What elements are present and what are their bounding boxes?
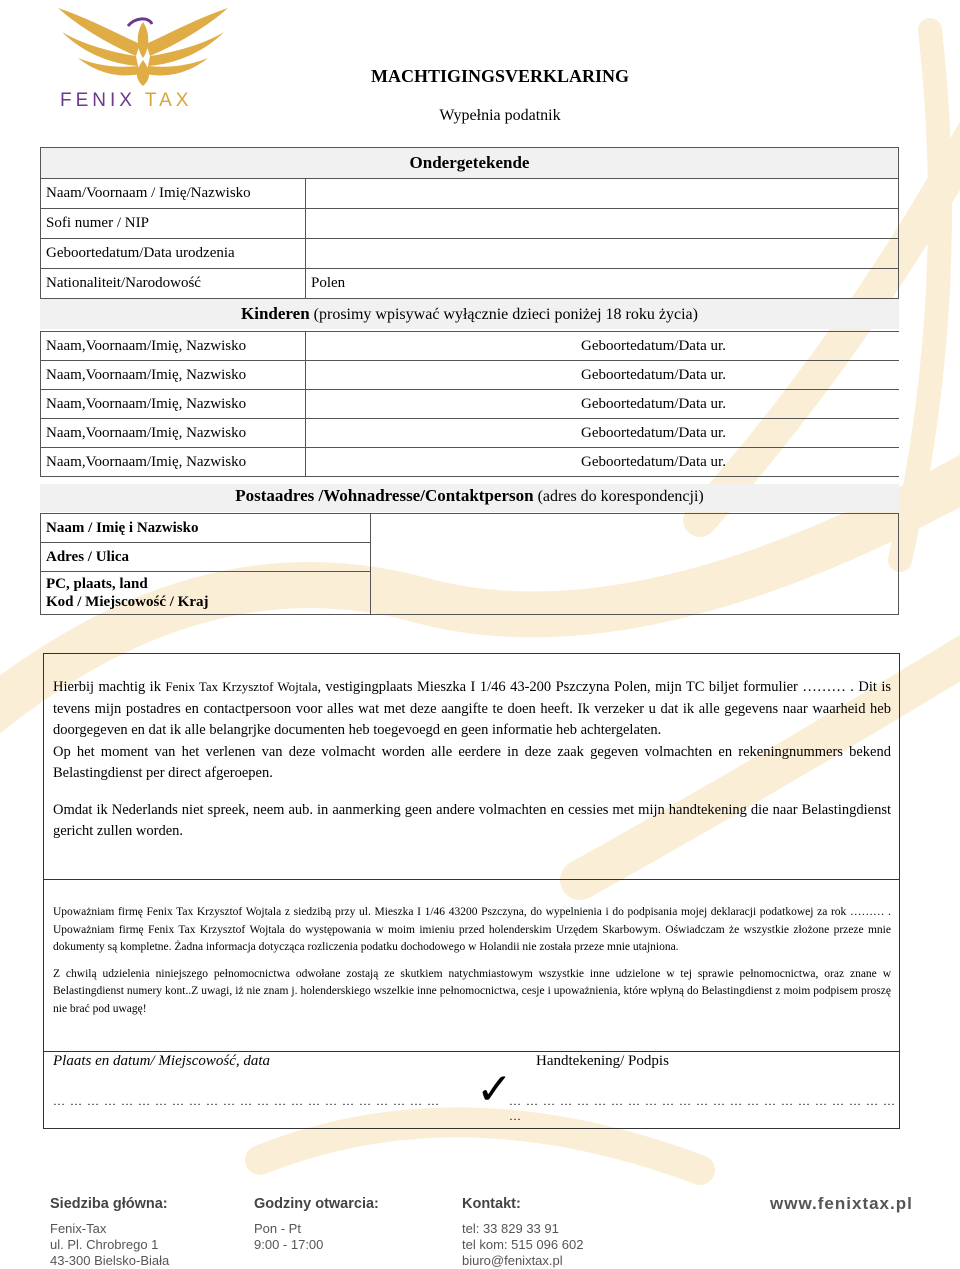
declaration-paragraph-1: Hierbij machtig ik Fenix Tax Krzysztof Wojtala, vestigingplaats Mieszka I 1/46 43-200 Pszczyna Polen, mijn TC biljet formulier ……… . Dit is tevens mijn postadres en contactpersoon voor alles wat met deze aangifte te doen heeft. Ik verzeker u dat ik alle gegevens naar waarheid heb doorgegeven en dat ik alle belangrjke documenten heb toegevoegd en geen informatie heb achtergelaten. <box>53 679 891 738</box>
child-name-label: Naam,Voornaam/Imię, Nazwisko <box>41 448 306 477</box>
child-date-label: Geboortedatum/Data ur. <box>576 419 746 448</box>
name-field[interactable] <box>306 179 899 209</box>
child-row <box>41 332 900 361</box>
website-link[interactable]: www.fenixtax.pl <box>770 1194 913 1213</box>
post-street-label: Adres / Ulica <box>41 543 371 572</box>
document-title: MACHTIGINGSVERKLARING <box>370 66 630 86</box>
birthdate-label: Geboortedatum/Data urodzenia <box>41 239 306 269</box>
ondergetekende-heading: Ondergetekende <box>41 148 899 179</box>
child-row <box>41 361 900 390</box>
footer-contact-heading: Kontakt: <box>462 1196 521 1212</box>
child-name-field[interactable] <box>306 332 577 361</box>
polish-authorization-box <box>43 878 900 1052</box>
footer-line: Fenix-Tax <box>50 1221 107 1236</box>
declaration-box <box>43 653 900 880</box>
child-name-field[interactable] <box>306 448 577 477</box>
signature-label: Handtekening/ Podpis <box>536 1053 669 1069</box>
ondergetekende-table <box>40 147 899 299</box>
footer-line: 9:00 - 17:00 <box>254 1237 324 1252</box>
sofi-field[interactable] <box>306 209 899 239</box>
check-mark-icon: ✓ <box>476 1064 513 1115</box>
child-name-label: Naam,Voornaam/Imię, Nazwisko <box>41 419 306 448</box>
post-name-label: Naam / Imię i Nazwisko <box>41 514 371 543</box>
postadres-heading: Postaadres /Wohnadresse/Contaktperson (adres do korespondencji) <box>235 486 704 505</box>
postadres-table <box>40 513 899 615</box>
child-date-field[interactable] <box>746 448 899 477</box>
child-row <box>41 419 900 448</box>
document-subtitle: Wypełnia podatnik <box>439 107 561 124</box>
child-name-label: Naam,Voornaam/Imię, Nazwisko <box>41 390 306 419</box>
child-name-field[interactable] <box>306 419 577 448</box>
child-date-label: Geboortedatum/Data ur. <box>576 332 746 361</box>
child-row <box>41 448 900 477</box>
fenix-logo-text: FENIX TAX <box>60 90 193 111</box>
child-date-label: Geboortedatum/Data ur. <box>576 361 746 390</box>
nationality-label: Nationaliteit/Narodowość <box>41 269 306 299</box>
polish-paragraph-2: Z chwilą udzielenia niniejszego pełnomocnictwa odwołane zostają ze skutkiem natychmiastowym wszystkie inne udzielone w tej sprawie pełnomocnictwa, oraz znane w Belastingdienst numery kont..Z uwagi, iż nie znam j. holenderskiego wszelkie inne pełnomocnictwa, cesje i upoważnienia, które wpłyną do Belastingdienst z moim podpisem proszę nie brać pod uwagę! <box>53 967 891 1015</box>
kinderen-table <box>40 331 899 477</box>
child-date-field[interactable] <box>746 419 899 448</box>
footer-phone: tel: 33 829 33 91 <box>462 1221 559 1236</box>
polish-paragraph-1: Upoważniam firmę Fenix Tax Krzysztof Wojtala z siedzibą przy ul. Mieszka I 1/46 43200 Pszczyna, do wypelnienia i do podpisania mojej deklaracji podatkowej za rok ……… . Upoważniam firmę Fenix Tax Krzysztof Wojtala do występowania w moim imieniu przed holenderskim Urzędem Skarbowym. Oświadczam że wszystkie złożone przeze mnie dokumenty są kompletne. Żadna informacja dotycząca rozliczenia podatku dochodowego w Holandii nie została przeze mnie utajniona. <box>53 906 891 954</box>
sofi-label: Sofi numer / NIP <box>41 209 306 239</box>
footer-mobile: tel kom: 515 096 602 <box>462 1237 584 1252</box>
kinderen-heading: Kinderen (prosimy wpisywać wyłącznie dzieci poniżej 18 roku życia) <box>40 299 899 329</box>
child-name-label: Naam,Voornaam/Imię, Nazwisko <box>41 361 306 390</box>
footer-line: Pon - Pt <box>254 1221 301 1236</box>
child-name-label: Naam,Voornaam/Imię, Nazwisko <box>41 332 306 361</box>
footer-email: biuro@fenixtax.pl <box>462 1253 563 1268</box>
footer-contact <box>462 1196 583 1269</box>
child-date-label: Geboortedatum/Data ur. <box>576 390 746 419</box>
signature-box <box>43 1051 900 1129</box>
footer-hours <box>254 1196 379 1253</box>
footer-address-heading: Siedziba główna: <box>50 1196 168 1212</box>
child-date-label: Geboortedatum/Data ur. <box>576 448 746 477</box>
signature-field[interactable]: … … … … … … … … … … … … … … … … … … … … … … … … <box>509 1094 896 1123</box>
child-date-field[interactable] <box>746 332 899 361</box>
footer-hours-heading: Godziny otwarcia: <box>254 1196 379 1212</box>
child-row <box>41 390 900 419</box>
child-date-field[interactable] <box>746 390 899 419</box>
child-name-field[interactable] <box>306 390 577 419</box>
footer-address <box>50 1196 169 1269</box>
declaration-paragraph-2: Op het moment van het verlenen van deze volmacht worden alle eerdere in deze zaak gegeven volmachten en rekeningnummers bekend Belastingdienst per direct afgeroepen. <box>53 743 891 781</box>
name-label: Naam/Voornaam / Imię/Nazwisko <box>41 179 306 209</box>
footer-line: ul. Pl. Chrobrego 1 <box>50 1237 159 1252</box>
place-date-label: Plaats en datum/ Miejscowość, data <box>53 1053 271 1069</box>
child-name-field[interactable] <box>306 361 577 390</box>
post-address-field[interactable] <box>370 514 898 615</box>
birthdate-field[interactable] <box>306 239 899 269</box>
nationality-field[interactable]: Polen <box>306 269 899 299</box>
child-date-field[interactable] <box>746 361 899 390</box>
place-date-field[interactable]: … … … … … … … … … … … … … … … … … … … … … … … <box>53 1094 440 1108</box>
post-city-label: PC, plaats, land Kod / Miejscowość / Kraj <box>41 572 371 615</box>
declaration-paragraph-3: Omdat ik Nederlands niet spreek, neem aub. in aanmerking geen andere volmachten en cessies met mijn handtekening die naar Belastingdienst gericht zullen worden. <box>53 801 891 839</box>
footer-line: 43-300 Bielsko-Biała <box>50 1253 170 1268</box>
